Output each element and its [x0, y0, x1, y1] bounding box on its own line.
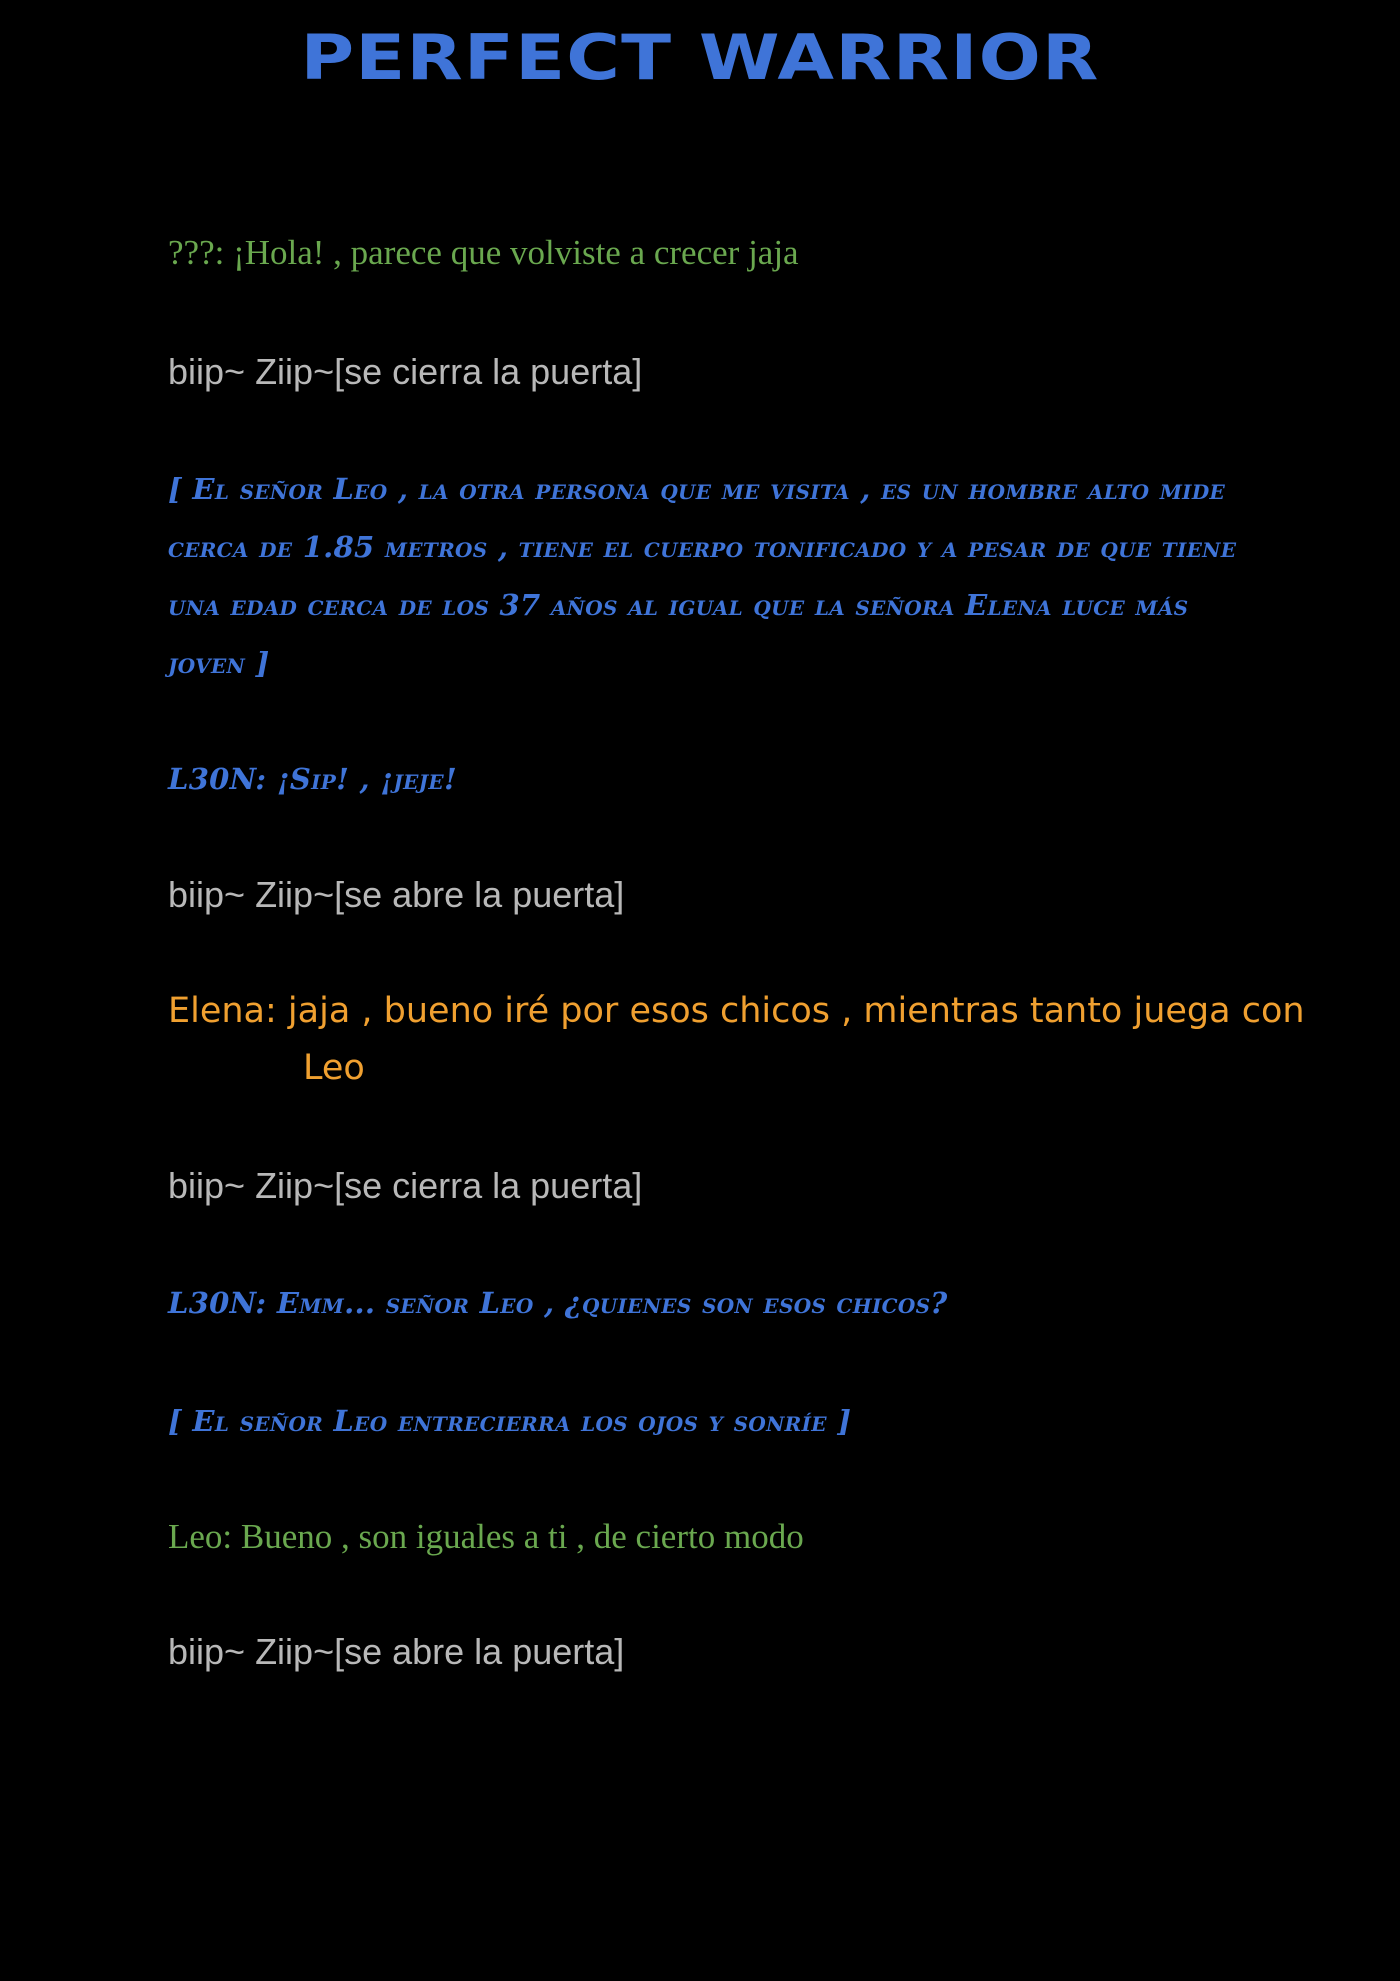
sound-line-door-open-2: biip~ Ziip~[se abre la puerta] [168, 1631, 625, 1672]
sound-line-door-close-2: biip~ Ziip~[se cierra la puerta] [168, 1165, 643, 1206]
narration-leo-description: [ El señor Leo , la otra persona que me visita , es un hombre alto mide cerca de 1.85 metros , tiene el cuerpo tonificado y a pesar de que tiene una edad cerca de los 37 años al igual que la señora Elena luce más joven ] [168, 472, 1237, 680]
narration-leo-smiles: [ El señor Leo entrecierra los ojos y sonríe ] [168, 1404, 852, 1438]
sound-line-door-close: biip~ Ziip~[se cierra la puerta] [168, 351, 643, 392]
page-title: PERFECT WARRIOR [300, 21, 1100, 94]
sound-line-door-open: biip~ Ziip~[se abre la puerta] [168, 874, 625, 915]
dialogue-line-elena: Elena: jaja , bueno iré por esos chicos , mientras tanto juega con Leo [168, 991, 1305, 1088]
dialogue-line-l30n-question: L30N: Emm... señor Leo , ¿quienes son esos chicos? [168, 1286, 948, 1320]
dialogue-line-l30n-sip: L30N: ¡Sip! , ¡jeje! [168, 762, 457, 796]
dialogue-line-stranger: ???: ¡Hola! , parece que volviste a crecer jaja [168, 233, 799, 272]
dialogue-line-leo: Leo: Bueno , son iguales a ti , de cierto modo [168, 1517, 804, 1556]
